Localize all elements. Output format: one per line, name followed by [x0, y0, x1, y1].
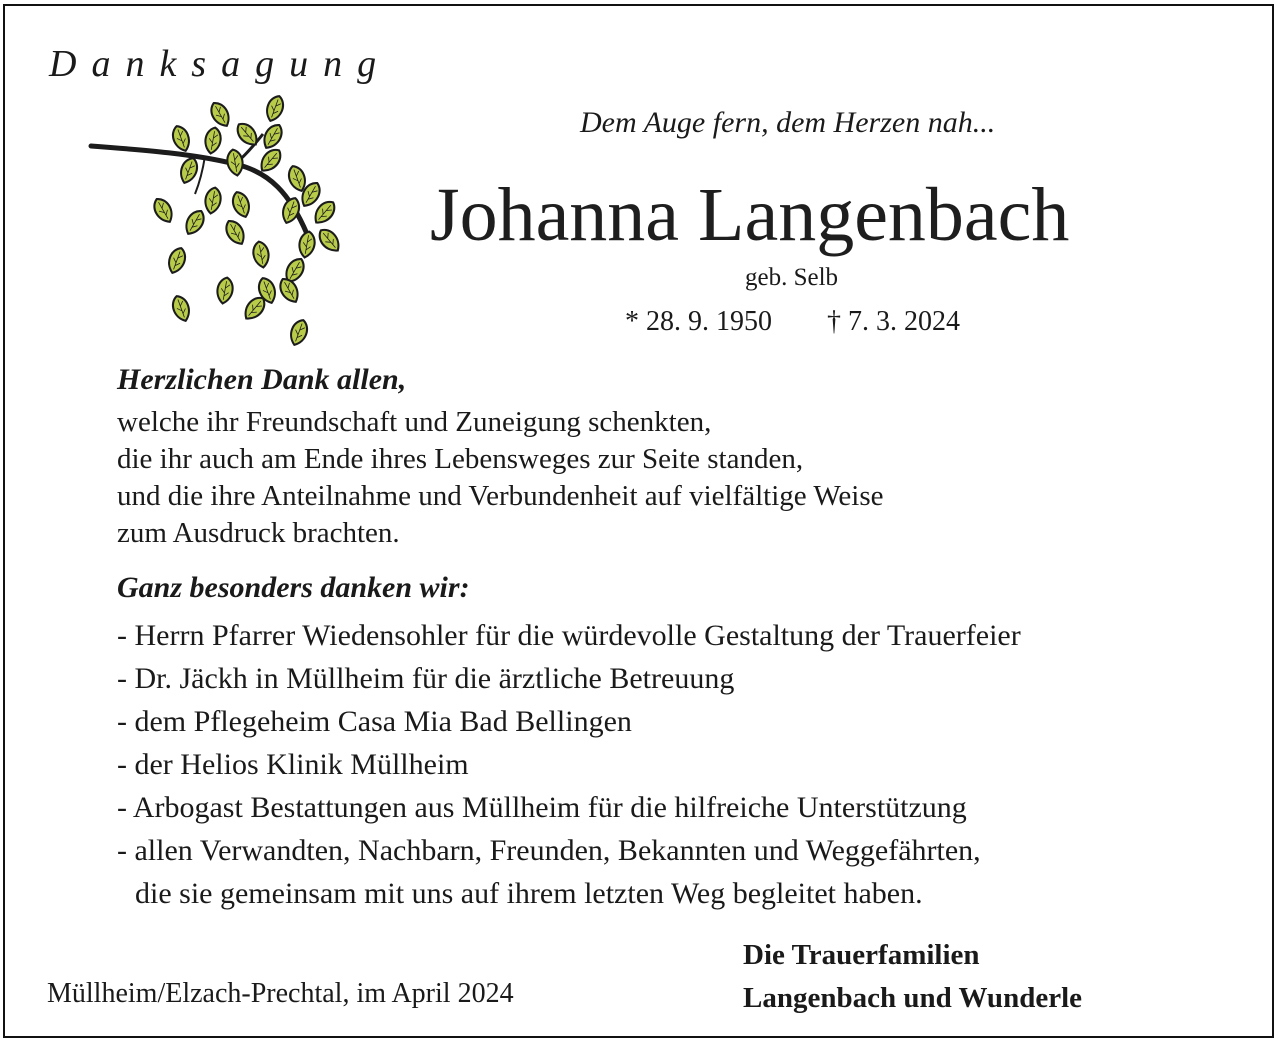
thanks-line: und die ihre Anteilnahme und Verbundenheit auf vielfältige Weise	[117, 480, 884, 512]
birth-date: * 28. 9. 1950	[625, 306, 772, 337]
place-and-date: Müllheim/Elzach-Prechtal, im April 2024	[47, 978, 514, 1009]
list-item: - Arbogast Bestattungen aus Müllheim für die hilfreiche Unterstützung	[117, 791, 967, 824]
thanks-line: welche ihr Freundschaft und Zuneigung schenkten,	[117, 406, 712, 438]
list-item: - Herrn Pfarrer Wiedensohler für die würdevolle Gestaltung der Trauerfeier	[117, 619, 1021, 652]
deceased-name: Johanna Langenbach	[430, 173, 1070, 257]
list-item: - allen Verwandten, Nachbarn, Freunden, Bekannten und Weggefährten,	[117, 834, 981, 867]
families-line: Langenbach und Wunderle	[743, 982, 1082, 1014]
list-item: - Dr. Jäckh in Müllheim für die ärztliche Betreuung	[117, 662, 735, 695]
list-item: - dem Pflegeheim Casa Mia Bad Bellingen	[117, 705, 632, 738]
obituary-notice	[3, 4, 1274, 1038]
list-item-continuation: die sie gemeinsam mit uns auf ihrem letzten Weg begleitet haben.	[135, 877, 923, 910]
maiden-name: geb. Selb	[745, 264, 839, 291]
special-thanks-title: Ganz besonders danken wir:	[117, 571, 470, 604]
thanks-title: Herzlichen Dank allen,	[117, 363, 407, 396]
list-item: - der Helios Klinik Müllheim	[117, 748, 469, 781]
thanks-line: zum Ausdruck brachten.	[117, 517, 400, 549]
heading-danksagung: Danksagung	[49, 43, 392, 85]
special-thanks-list	[117, 614, 1021, 915]
motto: Dem Auge fern, dem Herzen nah...	[580, 106, 996, 139]
birch-branch-icon	[85, 94, 355, 359]
death-date: † 7. 3. 2024	[827, 306, 960, 337]
thanks-paragraph	[117, 404, 884, 552]
thanks-line: die ihr auch am Ende ihres Lebensweges zur Seite standen,	[117, 443, 804, 475]
families-line: Die Trauerfamilien	[743, 939, 980, 971]
signature-families	[743, 934, 1082, 1020]
